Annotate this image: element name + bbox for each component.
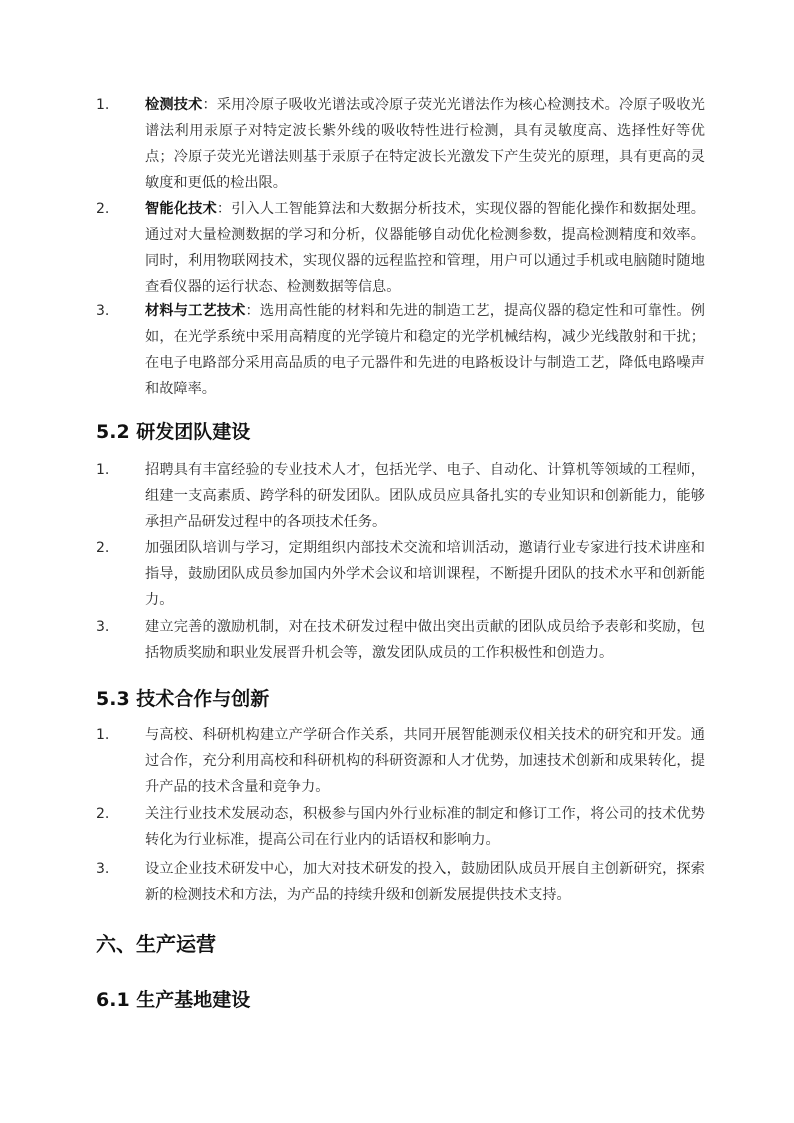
list-number: 2.	[96, 540, 110, 556]
item-title: 检测技术	[145, 97, 203, 113]
item-title: 智能化技术	[145, 201, 217, 217]
list-number: 1.	[96, 462, 110, 478]
list-text: 加强团队培训与学习，定期组织内部技术交流和培训活动，邀请行业专家进行技术讲座和指导，鼓励团队成员参加国内外学术会议和培训课程，不断提升团队的技术水平和创新能力。	[145, 540, 705, 608]
item-separator: ：	[216, 201, 232, 217]
list-text	[145, 92, 705, 196]
list-text: 建立完善的激励机制，对在技术研发过程中做出突出贡献的团队成员给予表彰和奖励，包括物质奖励和职业发展晋升机会等，激发团队成员的工作积极性和创造力。	[145, 619, 705, 661]
list-text	[145, 196, 705, 300]
item-body: 引入人工智能算法和大数据分析技术，实现仪器的智能化操作和数据处理。通过对大量检测数据的学习和分析，仪器能够自动优化检测参数，提高检测精度和效率。同时，利用物联网技术，实现仪器的远程监控和管理，用户可以通过手机或电脑随时随地查看仪器的运行状态、检测数据等信息。	[145, 201, 705, 295]
list-number: 2.	[96, 806, 110, 822]
list-number: 2.	[96, 201, 110, 217]
section-heading-5-3: 5.3 技术合作与创新	[96, 688, 270, 710]
list-text: 设立企业技术研发中心，加大对技术研发的投入，鼓励团队成员开展自主创新研究，探索新的检测技术和方法，为产品的持续升级和创新发展提供技术支持。	[145, 861, 705, 903]
item-body: 选用高性能的材料和先进的制造工艺，提高仪器的稳定性和可靠性。例如，在光学系统中采用高精度的光学镜片和稳定的光学机械结构，减少光线散射和干扰；在电子电路部分采用高品质的电子元器件和先进的电路板设计与制造工艺，降低电路噪声和故障率。	[145, 303, 705, 397]
list-text	[145, 298, 705, 402]
section-heading-5-2: 5.2 研发团队建设	[96, 421, 251, 443]
list-number: 1.	[96, 727, 110, 743]
list-text: 关注行业技术发展动态，积极参与国内外行业标准的制定和修订工作，将公司的技术优势转化为行业标准，提高公司在行业内的话语权和影响力。	[145, 806, 705, 848]
list-number: 3.	[96, 861, 110, 877]
list-text: 招聘具有丰富经验的专业技术人才，包括光学、电子、自动化、计算机等领域的工程师，组建一支高素质、跨学科的研发团队。团队成员应具备扎实的专业知识和创新能力，能够承担产品研发过程中的各项技术任务。	[145, 462, 705, 530]
list-number: 1.	[96, 97, 110, 113]
list-text: 与高校、科研机构建立产学研合作关系，共同开展智能测汞仪相关技术的研究和开发。通过合作，充分利用高校和科研机构的科研资源和人才优势，加速技术创新和成果转化，提升产品的技术含量和竞争力。	[145, 727, 705, 795]
item-title: 材料与工艺技术	[145, 303, 246, 319]
item-separator: ：	[245, 303, 260, 319]
section-heading-6-1: 6.1 生产基地建设	[96, 989, 251, 1011]
list-number: 3.	[96, 303, 110, 319]
chapter-heading-6: 六、生产运营	[96, 932, 216, 956]
item-body: 采用冷原子吸收光谱法或冷原子荧光光谱法作为核心检测技术。冷原子吸收光谱法利用汞原子对特定波长紫外线的吸收特性进行检测，具有灵敏度高、选择性好等优点；冷原子荧光光谱法则基于汞原子在特定波长光激发下产生荧光的原理，具有更高的灵敏度和更低的检出限。	[145, 97, 705, 191]
item-separator: ：	[202, 97, 217, 113]
list-number: 3.	[96, 619, 110, 635]
